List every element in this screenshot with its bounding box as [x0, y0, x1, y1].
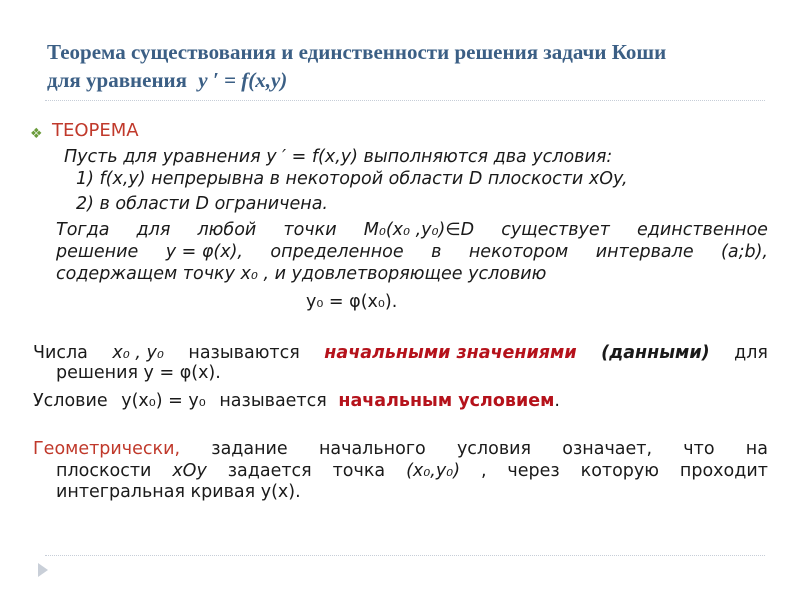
- theorem-heading: ТЕОРЕМА: [52, 120, 139, 141]
- term-initial-values: начальными значениями: [324, 343, 577, 363]
- word: определенное: [270, 242, 404, 262]
- word: единственное: [637, 220, 768, 240]
- slide-title: [47, 38, 767, 94]
- word: задание: [211, 439, 288, 459]
- word: точки: [283, 220, 337, 240]
- word: Числа: [33, 343, 88, 363]
- theorem-conclusion-line-1: [56, 219, 768, 241]
- word: в: [431, 242, 442, 262]
- word: точка: [332, 461, 386, 481]
- diamond-bullet-icon: ❖: [30, 126, 43, 142]
- word: решение: [56, 242, 139, 262]
- plane-notation: xOy: [172, 461, 207, 481]
- geometric-line-3: интегральная кривая y(x).: [56, 482, 301, 502]
- word: некотором: [468, 242, 569, 262]
- word: интервале: [595, 242, 694, 262]
- comma: ,: [480, 461, 487, 481]
- word: существует: [501, 220, 610, 240]
- title-formula: y ′ = f(x,y): [198, 68, 288, 92]
- word: через: [507, 461, 560, 481]
- word: задается: [227, 461, 312, 481]
- triangle-right-icon[interactable]: [38, 563, 48, 577]
- initial-vars: x₀ , y₀: [112, 343, 164, 363]
- interval-notation: (a;b),: [721, 242, 768, 262]
- condition-formula: y(x₀) = y₀: [121, 391, 206, 411]
- point-notation: M₀(x₀ ,y₀)∈D: [363, 220, 475, 240]
- word: называется: [219, 391, 327, 411]
- title-prefix: для уравнения: [47, 68, 188, 92]
- solution-notation: y = φ(x),: [165, 242, 243, 262]
- word: Тогда: [56, 220, 110, 240]
- initial-values-line-2: решения y = φ(x).: [56, 363, 221, 383]
- theorem-condition-1: 1) f(x,y) непрерывна в некоторой области D плоскости xOy,: [76, 169, 628, 189]
- theorem-formula: y₀ = φ(x₀).: [306, 292, 398, 312]
- initial-values-line-1: [33, 342, 768, 364]
- title-line-2: [47, 66, 767, 94]
- word: которую: [580, 461, 659, 481]
- geometric-line-1: [33, 438, 768, 460]
- footer-divider: [45, 555, 765, 556]
- word: для: [136, 220, 171, 240]
- geometric-line-2: [56, 460, 768, 482]
- initial-condition-line: [33, 390, 560, 412]
- word: плоскости: [56, 461, 152, 481]
- word: что: [683, 439, 715, 459]
- word: Условие: [33, 391, 108, 411]
- word: начального: [318, 439, 426, 459]
- theorem-conclusion-line-3: содержащем точку x₀ , и удовлетворяющее условию: [56, 264, 547, 284]
- title-divider: [45, 100, 765, 101]
- point-coords: (x₀,y₀): [406, 461, 461, 481]
- term-geometrically: Геометрически,: [33, 439, 181, 459]
- period: .: [554, 391, 560, 411]
- theorem-conclusion-line-2: [56, 241, 768, 263]
- word: для: [734, 343, 768, 363]
- word: называются: [188, 343, 300, 363]
- word: любой: [197, 220, 257, 240]
- word: проходит: [679, 461, 768, 481]
- title-line-1: Теорема существования и единственности решения задачи Коши: [47, 40, 667, 64]
- word: означает,: [562, 439, 653, 459]
- term-data: (данными): [601, 343, 710, 363]
- word: условия: [456, 439, 532, 459]
- term-initial-condition: начальным условием: [338, 391, 555, 411]
- word: на: [745, 439, 768, 459]
- theorem-condition-2: 2) в области D ограничена.: [76, 194, 328, 214]
- theorem-intro: Пусть для уравнения y ′ = f(x,y) выполняются два условия:: [64, 147, 613, 167]
